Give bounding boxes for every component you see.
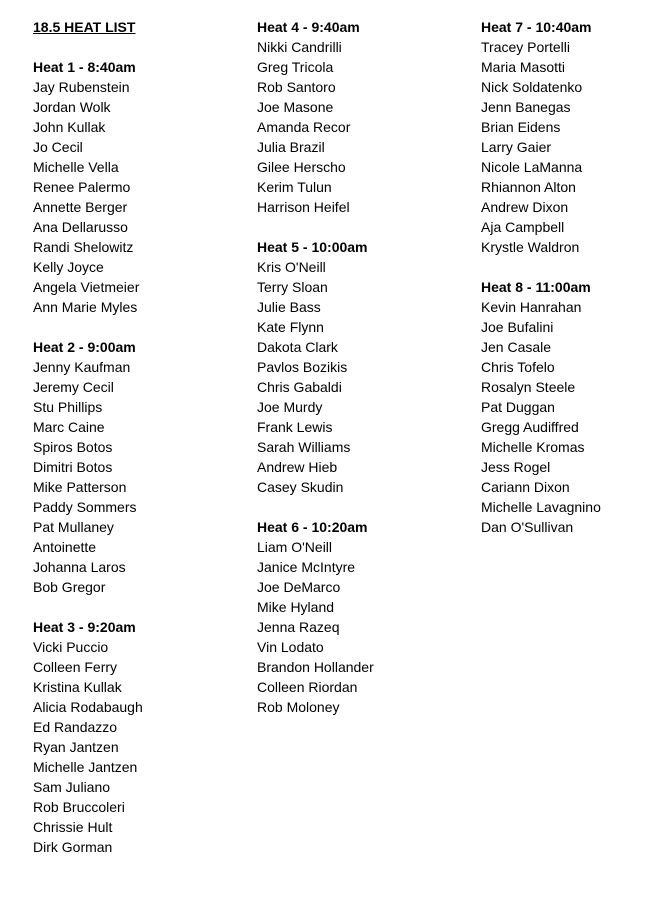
athlete-name: Dakota Clark (257, 339, 338, 355)
athlete-name: Vin Lodato (257, 639, 324, 655)
athlete-name: Jenny Kaufman (33, 359, 131, 375)
athlete-name: Michelle Jantzen (33, 759, 138, 775)
column-2 (257, 17, 467, 737)
athlete-name: Krystle Waldron (481, 239, 580, 255)
athlete-name: Pat Mullaney (33, 519, 114, 535)
athlete-name: Stu Phillips (33, 399, 103, 415)
athlete-name: Jordan Wolk (33, 99, 111, 115)
athlete-name: Gregg Audiffred (481, 419, 579, 435)
athlete-name: Casey Skudin (257, 479, 344, 495)
heat-title: Heat 6 - 10:20am (257, 519, 368, 535)
athlete-name: Spiros Botos (33, 439, 113, 455)
athlete-name: Chris Tofelo (481, 359, 555, 375)
athlete-name: Brandon Hollander (257, 659, 374, 675)
heat-title: Heat 1 - 8:40am (33, 59, 136, 75)
athlete-name: Bob Gregor (33, 579, 106, 595)
column-3-heats (481, 17, 651, 537)
athlete-name: Dan O'Sullivan (481, 519, 574, 535)
athlete-name: Rhiannon Alton (481, 179, 576, 195)
athlete-name: Amanda Recor (257, 119, 351, 135)
athlete-name: Randi Shelowitz (33, 239, 134, 255)
athlete-name: Maria Masotti (481, 59, 566, 75)
athlete-name: Johanna Laros (33, 559, 126, 575)
athlete-name: Julie Bass (257, 299, 321, 315)
athlete-name: Harrison Heifel (257, 199, 350, 215)
athlete-name: Kelly Joyce (33, 259, 104, 275)
athlete-name: Rob Moloney (257, 699, 340, 715)
athlete-name: Mike Patterson (33, 479, 127, 495)
heat-title: Heat 3 - 9:20am (33, 619, 136, 635)
athlete-name: Nick Soldatenko (481, 79, 583, 95)
heat-block (33, 57, 243, 317)
athlete-name: Jenn Banegas (481, 99, 571, 115)
athlete-name: Dimitri Botos (33, 459, 113, 475)
athlete-name: Joe Murdy (257, 399, 323, 415)
athlete-name: Jenna Razeq (257, 619, 340, 635)
athlete-name: Terry Sloan (257, 279, 328, 295)
athlete-name: Cariann Dixon (481, 479, 570, 495)
athlete-name: Nikki Candrilli (257, 39, 342, 55)
athlete-name: Andrew Hieb (257, 459, 338, 475)
athlete-name: Kris O'Neill (257, 259, 326, 275)
heat-block (257, 517, 467, 717)
athlete-name: Julia Brazil (257, 139, 325, 155)
athlete-name: Annette Berger (33, 199, 128, 215)
heat-title: Heat 2 - 9:00am (33, 339, 136, 355)
athlete-name: Janice McIntyre (257, 559, 356, 575)
athlete-name: Colleen Ferry (33, 659, 118, 675)
athlete-name: Kate Flynn (257, 319, 324, 335)
athlete-name: Sam Juliano (33, 779, 111, 795)
heat-block (481, 17, 651, 257)
column-1 (33, 17, 243, 877)
heat-block (257, 237, 467, 497)
athlete-name: Kerim Tulun (257, 179, 332, 195)
athlete-name: Jay Rubenstein (33, 79, 130, 95)
athlete-name: Kevin Hanrahan (481, 299, 582, 315)
heat-title: Heat 7 - 10:40am (481, 19, 592, 35)
athlete-name: Brian Eidens (481, 119, 561, 135)
athlete-name: Gilee Herscho (257, 159, 346, 175)
athlete-name: John Kullak (33, 119, 106, 135)
athlete-name: Larry Gaier (481, 139, 552, 155)
heat-block (481, 277, 651, 537)
athlete-name: Ann Marie Myles (33, 299, 138, 315)
heat-title: Heat 4 - 9:40am (257, 19, 360, 35)
athlete-name: Jeremy Cecil (33, 379, 114, 395)
athlete-name: Rob Bruccoleri (33, 799, 125, 815)
athlete-name: Frank Lewis (257, 419, 333, 435)
athlete-name: Michelle Kromas (481, 439, 585, 455)
athlete-name: Ed Randazzo (33, 719, 118, 735)
athlete-name: Michelle Lavagnino (481, 499, 601, 515)
athlete-name: Nicole LaManna (481, 159, 583, 175)
athlete-name: Jo Cecil (33, 139, 83, 155)
athlete-name: Jen Casale (481, 339, 552, 355)
athlete-name: Chrissie Hult (33, 819, 113, 835)
athlete-name: Tracey Portelli (481, 39, 570, 55)
athlete-name: Rob Santoro (257, 79, 336, 95)
athlete-name: Andrew Dixon (481, 199, 569, 215)
athlete-name: Angela Vietmeier (33, 279, 140, 295)
athlete-name: Pavlos Bozikis (257, 359, 348, 375)
athlete-name: Dirk Gorman (33, 839, 113, 855)
heat-title: Heat 5 - 10:00am (257, 239, 368, 255)
athlete-name: Renee Palermo (33, 179, 131, 195)
athlete-name: Greg Tricola (257, 59, 334, 75)
athlete-name: Joe Masone (257, 99, 334, 115)
athlete-name: Rosalyn Steele (481, 379, 576, 395)
heat-title: Heat 8 - 11:00am (481, 279, 591, 295)
athlete-name: Antoinette (33, 539, 97, 555)
athlete-name: Aja Campbell (481, 219, 565, 235)
heat-block (257, 17, 467, 217)
athlete-name: Paddy Sommers (33, 499, 137, 515)
heat-block (33, 617, 243, 857)
athlete-name: Michelle Vella (33, 159, 119, 175)
athlete-name: Colleen Riordan (257, 679, 358, 695)
heat-block (33, 337, 243, 597)
athlete-name: Ryan Jantzen (33, 739, 119, 755)
athlete-name: Joe DeMarco (257, 579, 341, 595)
title-spacer (33, 37, 243, 57)
athlete-name: Joe Bufalini (481, 319, 554, 335)
column-1-heats (33, 57, 243, 857)
athlete-name: Chris Gabaldi (257, 379, 342, 395)
athlete-name: Jess Rogel (481, 459, 551, 475)
athlete-name: Pat Duggan (481, 399, 555, 415)
column-2-heats (257, 17, 467, 717)
athlete-name: Liam O'Neill (257, 539, 333, 555)
athlete-name: Mike Hyland (257, 599, 335, 615)
athlete-name: Sarah Williams (257, 439, 351, 455)
athlete-name: Marc Caine (33, 419, 105, 435)
athlete-name: Ana Dellarusso (33, 219, 128, 235)
athlete-name: Kristina Kullak (33, 679, 122, 695)
document-title: 18.5 HEAT LIST (33, 19, 136, 35)
athlete-name: Alicia Rodabaugh (33, 699, 143, 715)
column-3 (481, 17, 651, 557)
athlete-name: Vicki Puccio (33, 639, 109, 655)
